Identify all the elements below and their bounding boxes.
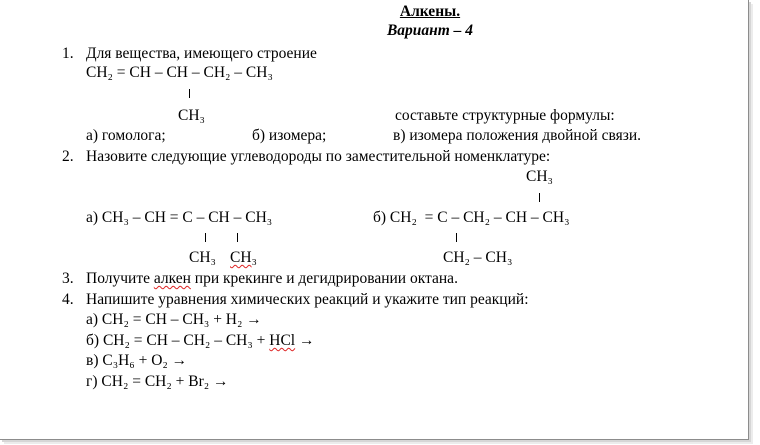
variant-heading: Вариант – 4 xyxy=(386,22,474,39)
bond-line xyxy=(189,89,190,98)
item-2-text: Назовите следующие углеводороды по заместительной номенклатуре: xyxy=(86,148,551,165)
bond-line xyxy=(237,233,238,242)
bond-line xyxy=(456,233,457,242)
item-3-number: 3. xyxy=(62,270,74,287)
item-1-formula: CH₂ = CH – CH – CH₂ – CH₃ xyxy=(86,64,273,81)
item-2a-formula: а) CH₃ – CH = C – CH – CH₃ xyxy=(86,209,273,226)
bond-line xyxy=(539,193,540,202)
reaction-d: г) CH₂ = CH₂ + Br₂ → xyxy=(86,373,229,390)
item-4-text: Напишите уравнения химических реакций и укажите тип реакций: xyxy=(86,291,529,308)
item-2a-branch-2: CH₃ xyxy=(230,249,257,266)
item-1-option-c: в) изомера положения двойной связи. xyxy=(393,127,642,144)
item-1-option-a: а) гомолога; xyxy=(86,127,166,144)
reaction-c: в) C₃H₆ + O₂ → xyxy=(86,352,188,369)
item-2-number: 2. xyxy=(62,148,74,165)
reaction-b: б) CH₂ = CH – CH₂ – CH₃ + HCl → xyxy=(86,332,315,349)
reaction-a: а) CH₂ = CH – CH₃ + H₂ → xyxy=(86,311,262,328)
item-1-number: 1. xyxy=(62,45,74,62)
item-1-option-b: б) изомера; xyxy=(252,127,327,144)
spellcheck-word: HCl xyxy=(269,332,296,349)
page-title: Алкены. xyxy=(399,3,461,20)
item-2b-top-branch: CH₃ xyxy=(526,168,553,185)
item-1-formula-branch: CH₃ xyxy=(178,107,205,124)
item-2b-formula: б) CH₂ = C – CH₂ – CH – CH₃ xyxy=(373,209,570,226)
item-4-number: 4. xyxy=(62,291,74,308)
item-1-text: Для вещества, имеющего строение xyxy=(86,45,317,62)
bond-line xyxy=(205,233,206,242)
spellcheck-word: алкен xyxy=(153,270,191,287)
item-2a-branch-1: CH₃ xyxy=(189,249,216,266)
item-1-task: составьте структурные формулы: xyxy=(395,107,615,124)
item-2b-branch: CH₂ – CH₃ xyxy=(443,249,513,266)
item-3-text: Получите алкен при крекинге и дегидрировании октана. xyxy=(86,270,458,287)
